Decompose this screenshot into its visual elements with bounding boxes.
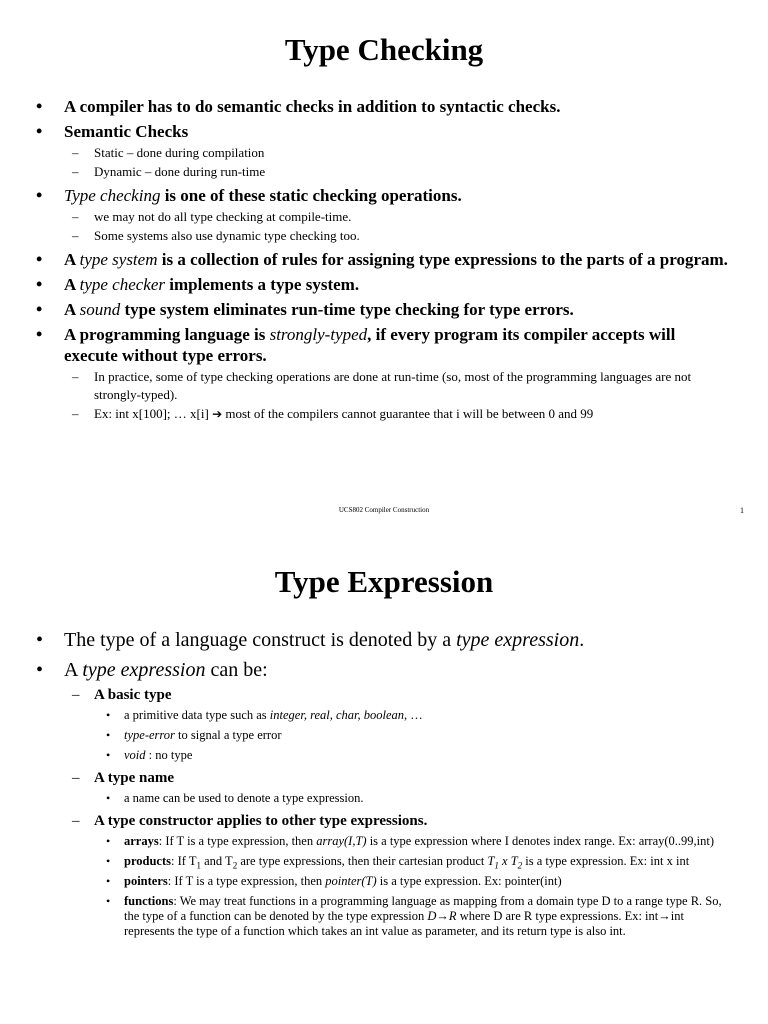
bullet-item: • A type expression can be: – A basic type • a primitive data type such as integer, real, char, boolean, … • type-error to signal a type error • void : no type – A type name • a name can be used to denote a type expression. – A type constructor applies to other type expressions. • arrays: If T is a type expression, then array(I,T) is a type expression where I denotes index range. Ex: array(0..99,int) • products: If $T_1$ and $T_2$ are type expressions, then their cartesian product $T_1$ x $T_2$ is a type expression. Ex: int x int • pointers: If T is a type expression, then pointer(T) is a type expression. Ex: pointer(int) • functions: We may treat functions in a programming language as mapping from a domain type D to a range type R. So, the type of a function can be denoted by the type expression D→R where D are R type expressions. Ex: int→int represents the type of a function which takes an int value as parameter, and its return type is also int. [0,658,768,939]
slide-title: Type Checking [284,32,484,67]
detail-item-arrays: • arrays: If T is a type expression, then array(I,T) is a type expression where I denotes index range. Ex: array(0..99,int) [94,834,728,849]
sub-bullet-item: – In practice, some of type checking operations are done at run-time (so, most of the programming languages are not strongly-typed). [64,368,728,404]
slide-type-expression [0,530,768,1024]
bullet-list [0,96,768,427]
sub-bullet-item: – Ex: int x[100]; … x[i] ➔ most of the compilers cannot guarantee that i will be between 0 and 99 [64,405,728,423]
sub-bullet-item: – Some systems also use dynamic type checking too. [64,227,728,245]
sub-bullet-basic-type: – A basic type • a primitive data type such as integer, real, char, boolean, … • type-error to signal a type error • void : no type [64,686,728,763]
detail-item: • a name can be used to denote a type expression. [94,791,728,806]
page-number: 1 [740,506,744,515]
slide-title: Type Expression [274,564,494,599]
sub-bullet-item: – Dynamic – done during run-time [64,163,728,181]
sub-bullet-type-name: – A type name • a name can be used to denote a type expression. [64,769,728,806]
bullet-item: • A programming language is strongly-typed, if every program its compiler accepts will execute without type errors. – In practice, some of type checking operations are done at run-time (so, most of the programming languages are not strongly-typed). – Ex: int x[100]; … x[i] ➔ most of the compilers cannot guarantee that i will be between 0 and 99 [0,324,768,423]
detail-item: • void : no type [94,748,728,763]
detail-list [94,708,728,763]
bullet-item: • A sound type system eliminates run-time type checking for type errors. [0,299,768,320]
bullet-item: • A type system is a collection of rules for assigning type expressions to the parts of a program. [0,249,768,270]
detail-list [94,791,728,806]
bullet-list [0,628,768,945]
sub-bullet-list [64,686,728,939]
arrow-right-icon: ➔ [212,407,223,421]
bullet-item: • A compiler has to do semantic checks in addition to syntactic checks. [0,96,768,117]
detail-item-pointers: • pointers: If T is a type expression, then pointer(T) is a type expression. Ex: pointer(int) [94,874,728,889]
bullet-item: • Semantic Checks – Static – done during compilation – Dynamic – done during run-time [0,121,768,181]
footer-course-title: UCS802 Compiler Construction [338,506,430,514]
detail-item-functions: • functions: We may treat functions in a programming language as mapping from a domain type D to a range type R. So, the type of a function can be denoted by the type expression D→R where D are R type expressions. Ex: int→int represents the type of a function which takes an int value as parameter, and its return type is also int. [94,894,728,939]
bullet-item: • The type of a language construct is denoted by a type expression. [0,628,768,652]
sub-bullet-list [64,368,728,423]
bullet-item: • Type checking is one of these static checking operations. – we may not do all type checking at compile-time. – Some systems also use dynamic type checking too. [0,185,768,245]
detail-item: • a primitive data type such as integer, real, char, boolean, … [94,708,728,723]
sub-bullet-list [64,208,728,245]
sub-bullet-type-constructor: – A type constructor applies to other type expressions. • arrays: If T is a type expression, then array(I,T) is a type expression where I denotes index range. Ex: array(0..99,int) • products: If $T_1$ and $T_2$ are type expressions, then their cartesian product $T_1$ x $T_2$ is a type expression. Ex: int x int • pointers: If T is a type expression, then pointer(T) is a type expression. Ex: pointer(int) • functions: We may treat functions in a programming language as mapping from a domain type D to a range type R. So, the type of a function can be denoted by the type expression D→R where D are R type expressions. Ex: int→int represents the type of a function which takes an int value as parameter, and its return type is also int. [64,812,728,939]
detail-list [94,834,728,939]
sub-bullet-item: – Static – done during compilation [64,144,728,162]
sub-bullet-list [64,144,728,181]
sub-bullet-item: – we may not do all type checking at compile-time. [64,208,728,226]
detail-item: • type-error to signal a type error [94,728,728,743]
detail-item-products: • products: If $T_1$ and $T_2$ are type expressions, then their cartesian product $T_1$ x $T_2$ is a type expression. Ex: int x int [94,854,728,869]
bullet-item: • A type checker implements a type system. [0,274,768,295]
